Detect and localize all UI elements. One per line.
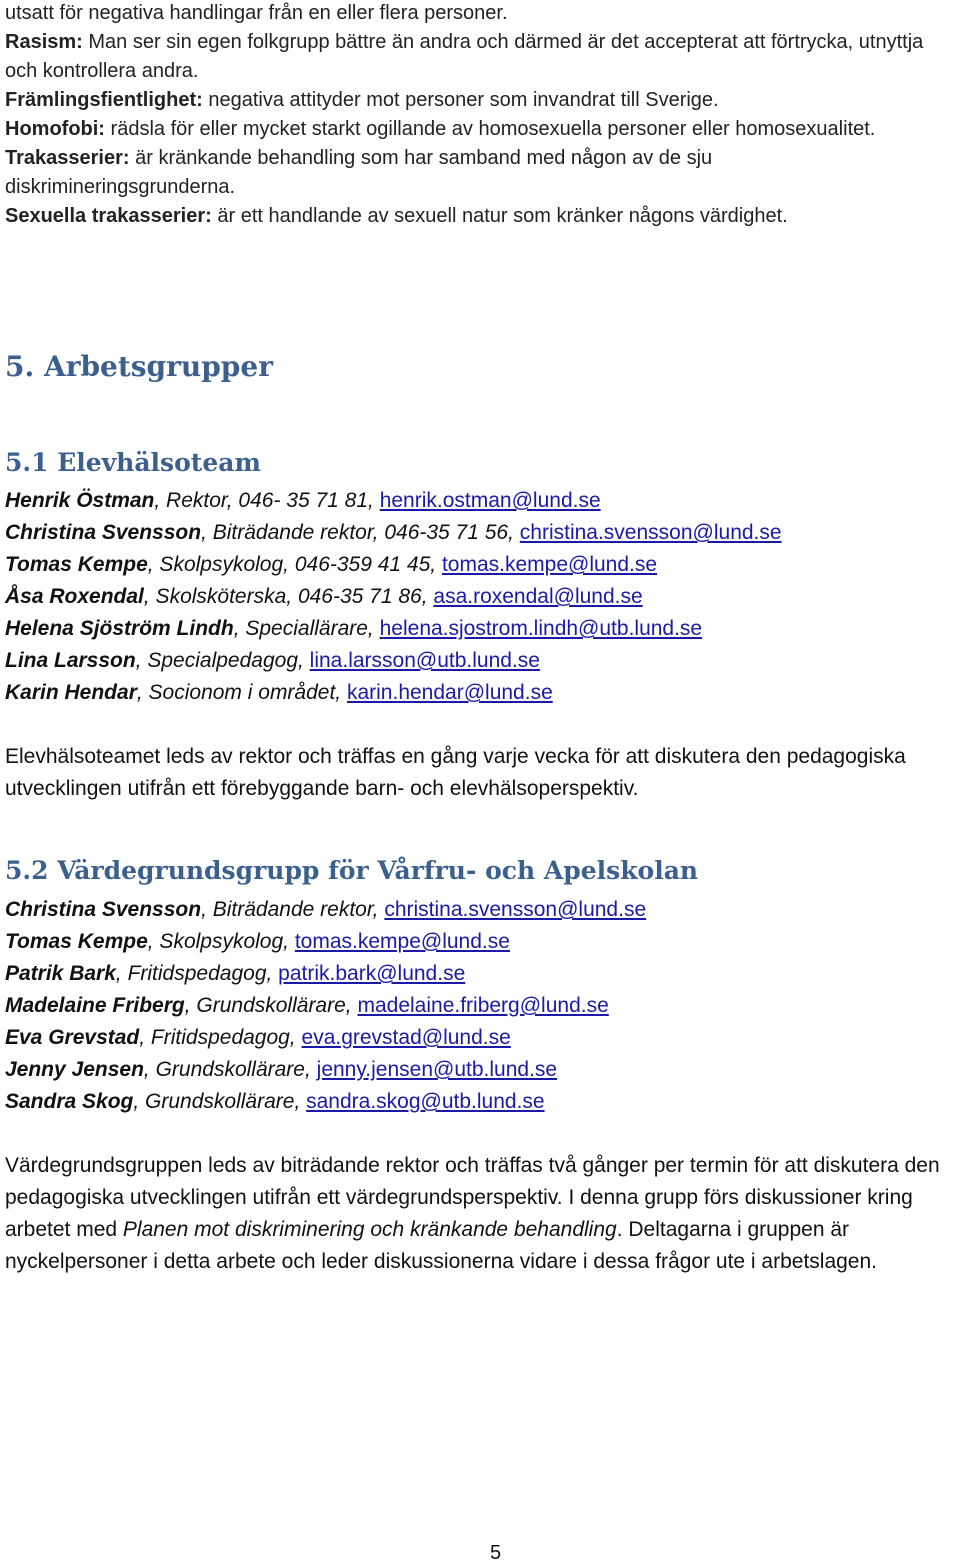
- elevhalsoteam-member-list: [5, 485, 955, 709]
- vardegrundsgrupp-member-list: [5, 894, 955, 1118]
- member-name: Eva Grevstad: [5, 1026, 140, 1049]
- list-item: [5, 1022, 955, 1054]
- list-item: [5, 1054, 955, 1086]
- member-email-link[interactable]: madelaine.friberg@lund.se: [357, 994, 609, 1017]
- member-email-link[interactable]: lina.larsson@utb.lund.se: [309, 649, 540, 672]
- member-name: Helena Sjöström Lindh: [5, 617, 234, 640]
- list-item: [5, 549, 955, 581]
- definition-text: rädsla för eller mycket starkt ogillande av homosexuella personer eller homosexualitet.: [104, 118, 876, 140]
- member-role: , Biträdande rektor, 046-35 71 56,: [201, 521, 520, 544]
- list-item: [5, 926, 955, 958]
- section-5-1-heading: 5.1 Elevhälsoteam: [5, 448, 261, 477]
- description-plan-title: Planen mot diskriminering och kränkande behandling: [122, 1218, 617, 1241]
- member-role: , Skolpsykolog,: [147, 930, 295, 953]
- elevhalsoteam-description: Elevhälsoteamet leds av rektor och träffas en gång varje vecka för att diskutera den pedagogiska utvecklingen utifrån ett förebyggande barn- och elevhälsoperspektiv.: [5, 745, 906, 800]
- definitions-list: [5, 0, 945, 231]
- definition-framlingsfientlighet: [5, 86, 945, 115]
- member-email-link[interactable]: sandra.skog@utb.lund.se: [306, 1090, 545, 1113]
- member-name: Lina Larsson: [5, 649, 136, 672]
- member-role: , Socionom i området,: [136, 681, 347, 704]
- member-email-link[interactable]: karin.hendar@lund.se: [346, 681, 553, 704]
- definition-text: Man ser sin egen folkgrupp bättre än andra och därmed är det accepterat att förtrycka, utnyttja och kontrollera andra.: [5, 31, 924, 82]
- member-name: Henrik Östman: [5, 489, 155, 512]
- member-name: Tomas Kempe: [5, 553, 148, 576]
- member-name: Karin Hendar: [5, 681, 137, 704]
- member-name: Madelaine Friberg: [5, 994, 185, 1017]
- member-email-link[interactable]: tomas.kempe@lund.se: [294, 930, 510, 953]
- member-email-link[interactable]: henrik.ostman@lund.se: [379, 489, 601, 512]
- definition-term: Främlingsfientlighet:: [5, 89, 203, 111]
- member-role: , Skolsköterska, 046-35 71 86,: [143, 585, 434, 608]
- definition-term: Rasism:: [5, 31, 83, 53]
- definition-text: är ett handlande av sexuell natur som kränker någons värdighet.: [211, 205, 788, 227]
- member-role: , Rektor, 046- 35 71 81,: [154, 489, 380, 512]
- member-role: , Grundskollärare,: [133, 1090, 307, 1113]
- description-text: . Deltagarna i gruppen är nyckelpersoner i detta arbete och leder diskussionerna vidare i dessa frågor ute i arbetslagen.: [5, 1218, 878, 1273]
- member-name: Christina Svensson: [5, 898, 202, 921]
- section-5-heading: 5. Arbetsgrupper: [5, 350, 273, 383]
- list-item: [5, 990, 955, 1022]
- member-name: Åsa Roxendal: [5, 585, 144, 608]
- list-item: [5, 613, 955, 645]
- member-email-link[interactable]: helena.sjostrom.lindh@utb.lund.se: [379, 617, 703, 640]
- member-name: Christina Svensson: [5, 521, 202, 544]
- member-email-link[interactable]: tomas.kempe@lund.se: [441, 553, 658, 576]
- definition-term: Homofobi:: [5, 118, 105, 140]
- member-name: Patrik Bark: [5, 962, 116, 985]
- list-item: [5, 517, 955, 549]
- member-role: , Biträdande rektor,: [201, 898, 385, 921]
- member-role: , Speciallärare,: [233, 617, 380, 640]
- definition-intro-tail: utsatt för negativa handlingar från en eller flera personer.: [5, 2, 508, 24]
- member-role: , Skolpsykolog, 046-359 41 45,: [147, 553, 442, 576]
- member-email-link[interactable]: patrik.bark@lund.se: [278, 962, 466, 985]
- definition-trakasserier: [5, 144, 945, 202]
- list-item: [5, 677, 955, 709]
- definition-rasism: [5, 28, 945, 86]
- member-email-link[interactable]: christina.svensson@lund.se: [519, 521, 782, 544]
- list-item: [5, 645, 955, 677]
- member-email-link[interactable]: eva.grevstad@lund.se: [301, 1026, 511, 1049]
- member-email-link[interactable]: christina.svensson@lund.se: [384, 898, 647, 921]
- definition-text: negativa attityder mot personer som invandrat till Sverige.: [202, 89, 719, 111]
- member-role: , Grundskollärare,: [143, 1058, 317, 1081]
- page-number: 5: [490, 1542, 502, 1564]
- description-text: Värdegrundsgruppen leds av biträdande rektor och träffas två gånger per termin för att diskutera den pedagogiska utvecklingen utifrån ett värdegrundsperspektiv. I denna grupp förs diskussioner kring arbetet med: [5, 1154, 940, 1241]
- member-email-link[interactable]: jenny.jensen@utb.lund.se: [316, 1058, 558, 1081]
- list-item: [5, 894, 955, 926]
- definition-sexuella-trakasserier: [5, 202, 945, 231]
- definition-homofobi: [5, 115, 945, 144]
- member-role: , Fritidspedagog,: [115, 962, 279, 985]
- member-name: Jenny Jensen: [5, 1058, 144, 1081]
- member-role: , Fritidspedagog,: [139, 1026, 302, 1049]
- list-item: [5, 581, 955, 613]
- member-name: Tomas Kempe: [5, 930, 148, 953]
- list-item: [5, 485, 955, 517]
- member-name: Sandra Skog: [5, 1090, 134, 1113]
- list-item: [5, 958, 955, 990]
- section-5-2-heading: 5.2 Värdegrundsgrupp för Vårfru- och Apelskolan: [5, 856, 699, 885]
- list-item: [5, 1086, 955, 1118]
- definition-term: Trakasserier:: [5, 147, 130, 169]
- definition-term: Sexuella trakasserier:: [5, 205, 212, 227]
- vardegrundsgrupp-description: [5, 1150, 955, 1278]
- member-role: , Specialpedagog,: [135, 649, 310, 672]
- definition-text: är kränkande behandling som har samband med någon av de sju diskrimineringsgrunderna.: [5, 147, 713, 198]
- member-role: , Grundskollärare,: [184, 994, 358, 1017]
- member-email-link[interactable]: asa.roxendal@lund.se: [433, 585, 643, 608]
